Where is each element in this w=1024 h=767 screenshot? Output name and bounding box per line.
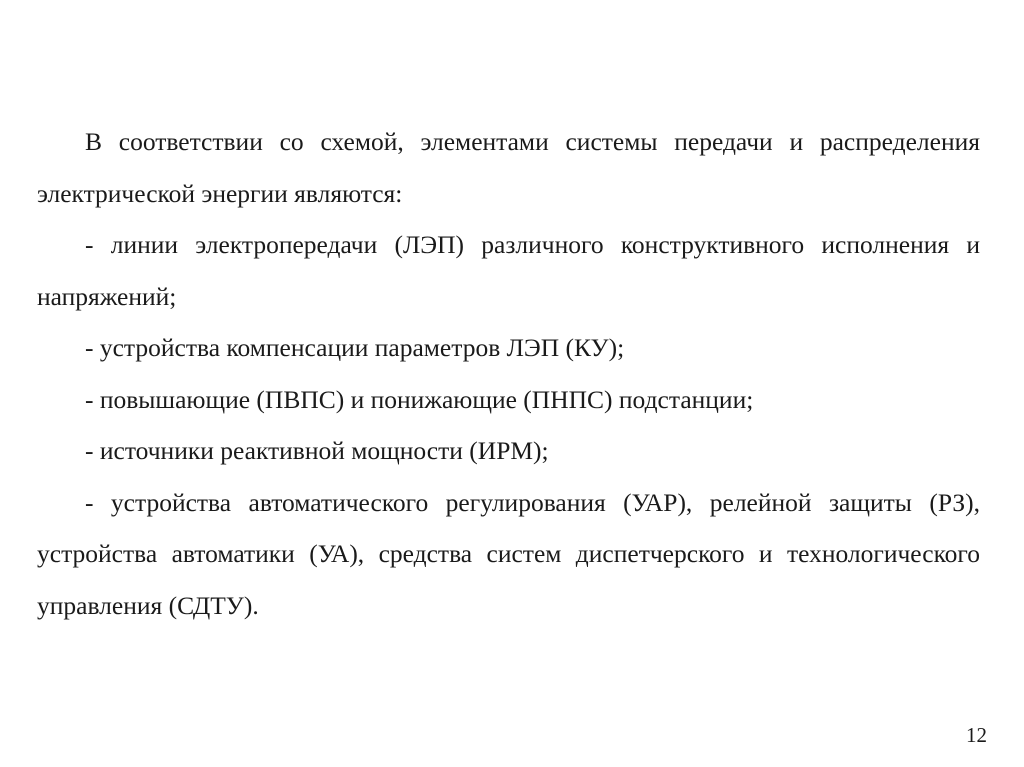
list-item-compensation-devices: - устройства компенсации параметров ЛЭП (КУ);: [85, 333, 625, 362]
list-item-reactive-power-sources: - источники реактивной мощности (ИРМ);: [85, 436, 549, 465]
page-number: 12: [966, 723, 987, 747]
list-item-automation-protection: - устройства автоматического регулирования (УАР), релейной защиты (РЗ), устройства автоматики (УА), средства систем диспетчерского и технологического управления (СДТУ).: [37, 487, 980, 620]
list-item-substations: - повышающие (ПВПС) и понижающие (ПНПС) подстанции;: [85, 384, 754, 414]
list-item-power-lines: - линии электропередачи (ЛЭП) различного конструктивного исполнения и напряжений;: [37, 230, 980, 311]
slide-body: [37, 116, 980, 631]
intro-paragraph: В соответствии со схемой, элементами системы передачи и распределения электрической энергии являются:: [37, 127, 980, 208]
